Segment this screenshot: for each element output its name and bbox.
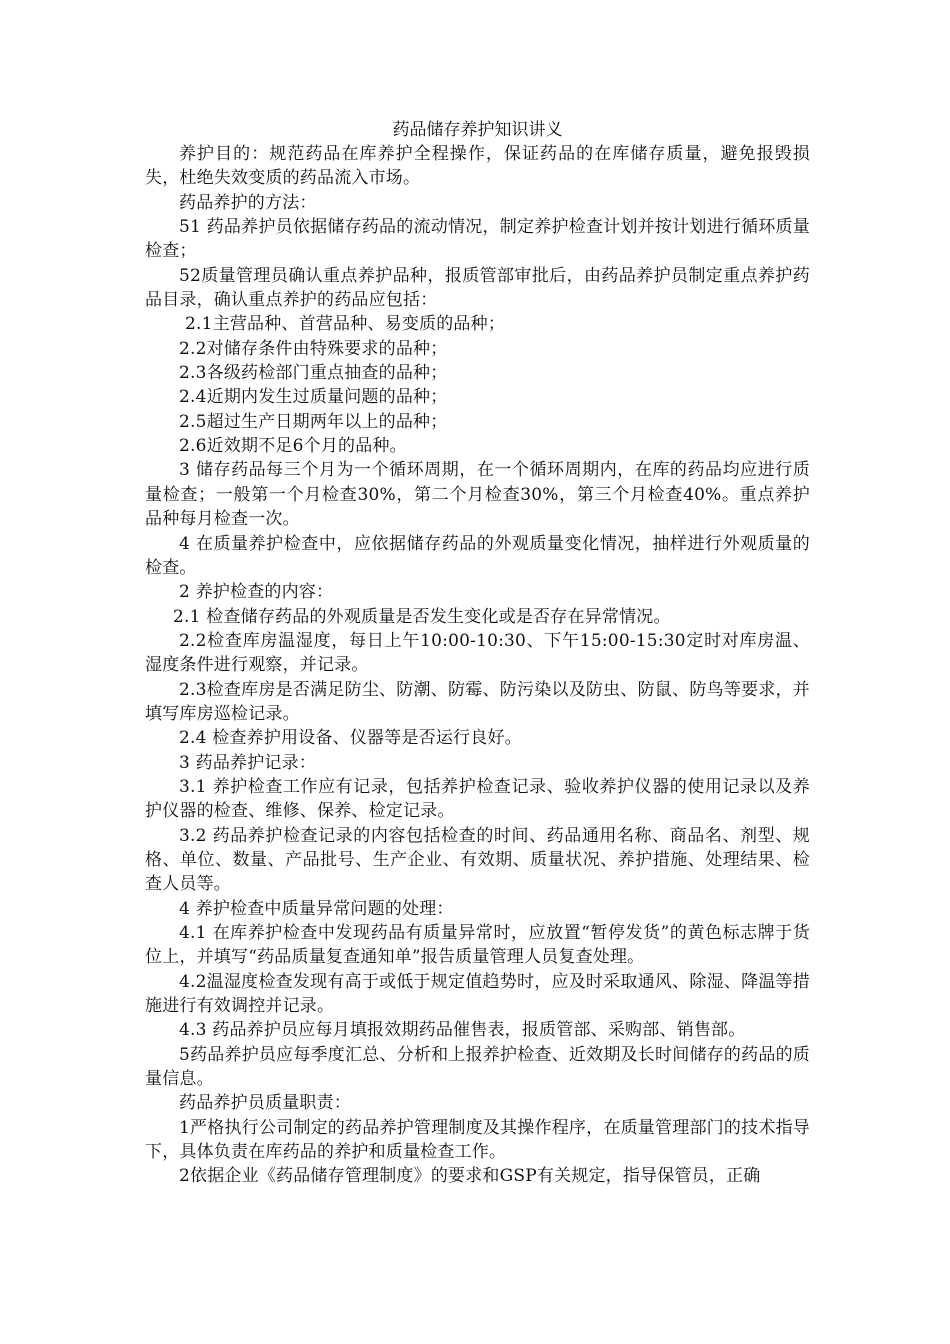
list-item-2-6: 2.6近效期不足6个月的品种。 [179,436,407,457]
paragraph-appearance-check: 4 在质量养护检查中，应依据储存药品的外观质量变化情况，抽样进行外观质量的检查。 [145,533,810,578]
heading-records: 3 药品养护记录： [179,752,317,773]
paragraph-record-3-1: 3.1 养护检查工作应有记录，包括养护检查记录、验收养护仪器的使用记录以及养护仪器的检查、维修、保养、检定记录。 [145,776,810,822]
paragraph-cycle: 3 储存药品每三个月为一个循环周期，在一个循环周期内，在库的药品均应进行质量检查；一般第一个月检查30%，第二个月检查30%，第三个月检查40%。重点养护品种每月检查一次。 [145,460,810,530]
paragraph-duty-1: 1严格执行公司制定的药品养护管理制度及其操作程序，在质量管理部门的技术指导下，具体负责在库药品的养护和质量检查工作。 [145,1117,810,1163]
paragraph-method-1: 51 药品养护员依据储存药品的流动情况，制定养护检查计划并按计划进行循环质量检查； [145,217,810,262]
paragraph-check-2-2: 2.2检查库房温湿度，每日上午10:00-10:30、下午15:00-15:30定时对库房温、湿度条件进行观察，并记录。 [145,630,810,676]
list-item-2-2: 2.2对储存条件由特殊要求的品种； [179,338,448,359]
document-title: 药品储存养护知识讲义 [392,120,563,140]
paragraph-purpose: 养护目的：规范药品在库养护全程操作，保证药品的在库储存质量，避免报毁损失，杜绝失效变质的药品流入市场。 [145,144,810,189]
list-item-2-3: 2.3各级药检部门重点抽查的品种； [179,363,448,384]
paragraph-check-2-1: 2.1 检查储存药品的外观质量是否发生变化或是否存在异常情况。 [173,606,671,627]
list-item-2-5: 2.5超过生产日期两年以上的品种； [179,411,448,432]
paragraph-quarterly-report: 5药品养护员应每季度汇总、分析和上报养护检查、近效期及长时间储存的药品的质量信息。 [145,1044,810,1090]
paragraph-check-2-4: 2.4 检查养护用设备、仪器等是否运行良好。 [179,728,522,749]
document-page [145,118,810,1189]
paragraph-abnormal-4-3: 4.3 药品养护员应每月填报效期药品催售表，报质管部、采购部、销售部。 [179,1020,746,1041]
heading-check-content: 2 养护检查的内容： [179,582,334,603]
heading-duties: 药品养护员质量职责： [179,1093,351,1114]
paragraph-abnormal-4-2: 4.2温湿度检查发现有高于或低于规定值趋势时，应及时采取通风、除湿、降温等措施进行有效调控并记录。 [145,971,810,1017]
paragraph-duty-2: 2依据企业《药品储存管理制度》的要求和GSP有关规定，指导保管员，正确 [179,1166,761,1187]
paragraph-method-2: 52质量管理员确认重点养护品种，报质管部审批后，由药品养护员制定重点养护药品目录，确认重点养护的药品应包括： [145,265,810,311]
heading-abnormal-handling: 4 养护检查中质量异常问题的处理： [179,898,454,919]
paragraph-record-3-2: 3.2 药品养护检查记录的内容包括检查的时间、药品通用名称、商品名、剂型、规格、单位、数量、产品批号、生产企业、有效期、质量状况、养护措施、处理结果、检查人员等。 [145,825,810,895]
list-item-2-4: 2.4近期内发生过质量问题的品种； [179,387,448,408]
paragraph-check-2-3: 2.3检查库房是否满足防尘、防潮、防霉、防污染以及防虫、防鼠、防鸟等要求，并填写库房巡检记录。 [145,679,810,724]
heading-methods: 药品养护的方法： [179,192,317,213]
paragraph-abnormal-4-1: 4.1 在库养护检查中发现药品有质量异常时，应放置“暂停发货”的黄色标志牌于货位上，并填写“药品质量复查通知单”报告质量管理人员复查处理。 [145,923,810,968]
list-item-2-1: 2.1主营品种、首营品种、易变质的品种； [185,314,506,335]
